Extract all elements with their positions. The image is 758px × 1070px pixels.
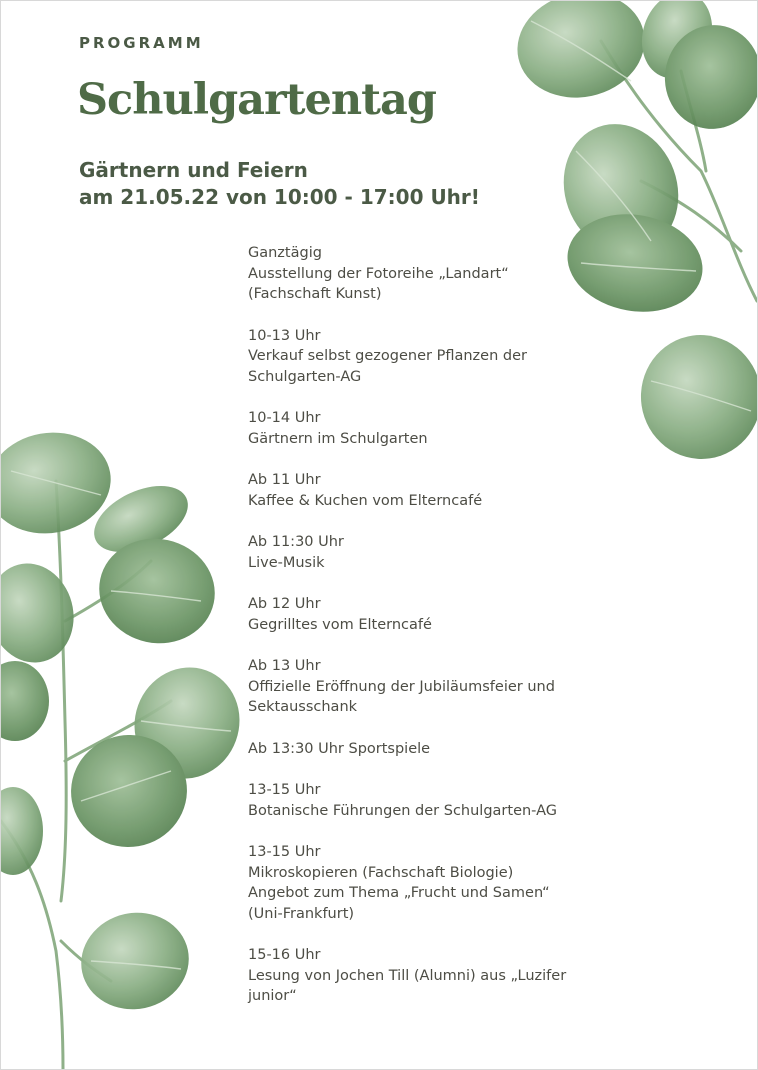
entry-time: 13-15 Uhr bbox=[248, 782, 321, 798]
eyebrow-label: PROGRAMM bbox=[79, 34, 204, 52]
entry-text: Live-Musik bbox=[248, 554, 325, 571]
entry-text: Ausstellung der Fotoreihe „Landart“ bbox=[248, 265, 509, 282]
entry-text: Sektausschank bbox=[248, 699, 358, 715]
program-entry bbox=[248, 656, 648, 718]
entry-text: (Fachschaft Kunst) bbox=[248, 286, 382, 302]
program-entry bbox=[248, 739, 648, 760]
entry-time: Ab 11 Uhr bbox=[248, 472, 321, 488]
entry-text: Gegrilltes vom Elterncafé bbox=[248, 616, 432, 633]
entry-time: Ab 13 Uhr bbox=[248, 658, 321, 674]
program-entry bbox=[248, 532, 648, 573]
program-entry bbox=[248, 780, 648, 821]
program-entry bbox=[248, 945, 648, 1007]
entry-time: 15-16 Uhr bbox=[248, 947, 321, 963]
entry-text: Gärtnern im Schulgarten bbox=[248, 430, 428, 447]
entry-text: Botanische Führungen der Schulgarten-AG bbox=[248, 802, 557, 819]
event-date-line: am 21.05.22 von 10:00 - 17:00 Uhr! bbox=[79, 185, 480, 209]
entry-text: junior“ bbox=[248, 988, 297, 1004]
entry-time: Ab 12 Uhr bbox=[248, 596, 321, 612]
entry-text: Offizielle Eröffnung der Jubiläumsfeier und bbox=[248, 678, 555, 695]
program-entry bbox=[248, 408, 648, 449]
program-entry bbox=[248, 470, 648, 511]
entry-time: 13-15 Uhr bbox=[248, 844, 321, 860]
entry-text: Kaffee & Kuchen vom Elterncafé bbox=[248, 492, 483, 509]
entry-text: (Uni-Frankfurt) bbox=[248, 905, 355, 922]
program-entry bbox=[248, 326, 648, 388]
entry-time: 10-13 Uhr bbox=[248, 327, 321, 344]
event-subtitle bbox=[79, 157, 480, 211]
entry-time: Ab 11:30 Uhr bbox=[248, 534, 344, 550]
entry-text: Lesung von Jochen Till (Alumni) aus „Luzifer bbox=[248, 967, 567, 984]
program-entry bbox=[248, 594, 648, 635]
entry-text: Angebot zum Thema „Frucht und Samen“ bbox=[248, 885, 550, 901]
entry-time: 10-14 Uhr bbox=[248, 410, 321, 426]
leaves-bottom-left bbox=[1, 423, 255, 1019]
entry-time: Ganztägig bbox=[248, 245, 322, 261]
subtitle-line: Gärtnern und Feiern bbox=[79, 158, 308, 182]
program-entry bbox=[248, 842, 648, 924]
program-entry bbox=[248, 243, 648, 305]
entry-text: Verkauf selbst gezogener Pflanzen der bbox=[248, 348, 527, 364]
entry-text: Schulgarten-AG bbox=[248, 368, 362, 385]
entry-time: Ab 13:30 Uhr Sportspiele bbox=[248, 740, 431, 757]
page-title: Schulgartentag bbox=[77, 75, 436, 125]
entry-text: Mikroskopieren (Fachschaft Biologie) bbox=[248, 864, 514, 881]
program-list bbox=[248, 243, 648, 1028]
